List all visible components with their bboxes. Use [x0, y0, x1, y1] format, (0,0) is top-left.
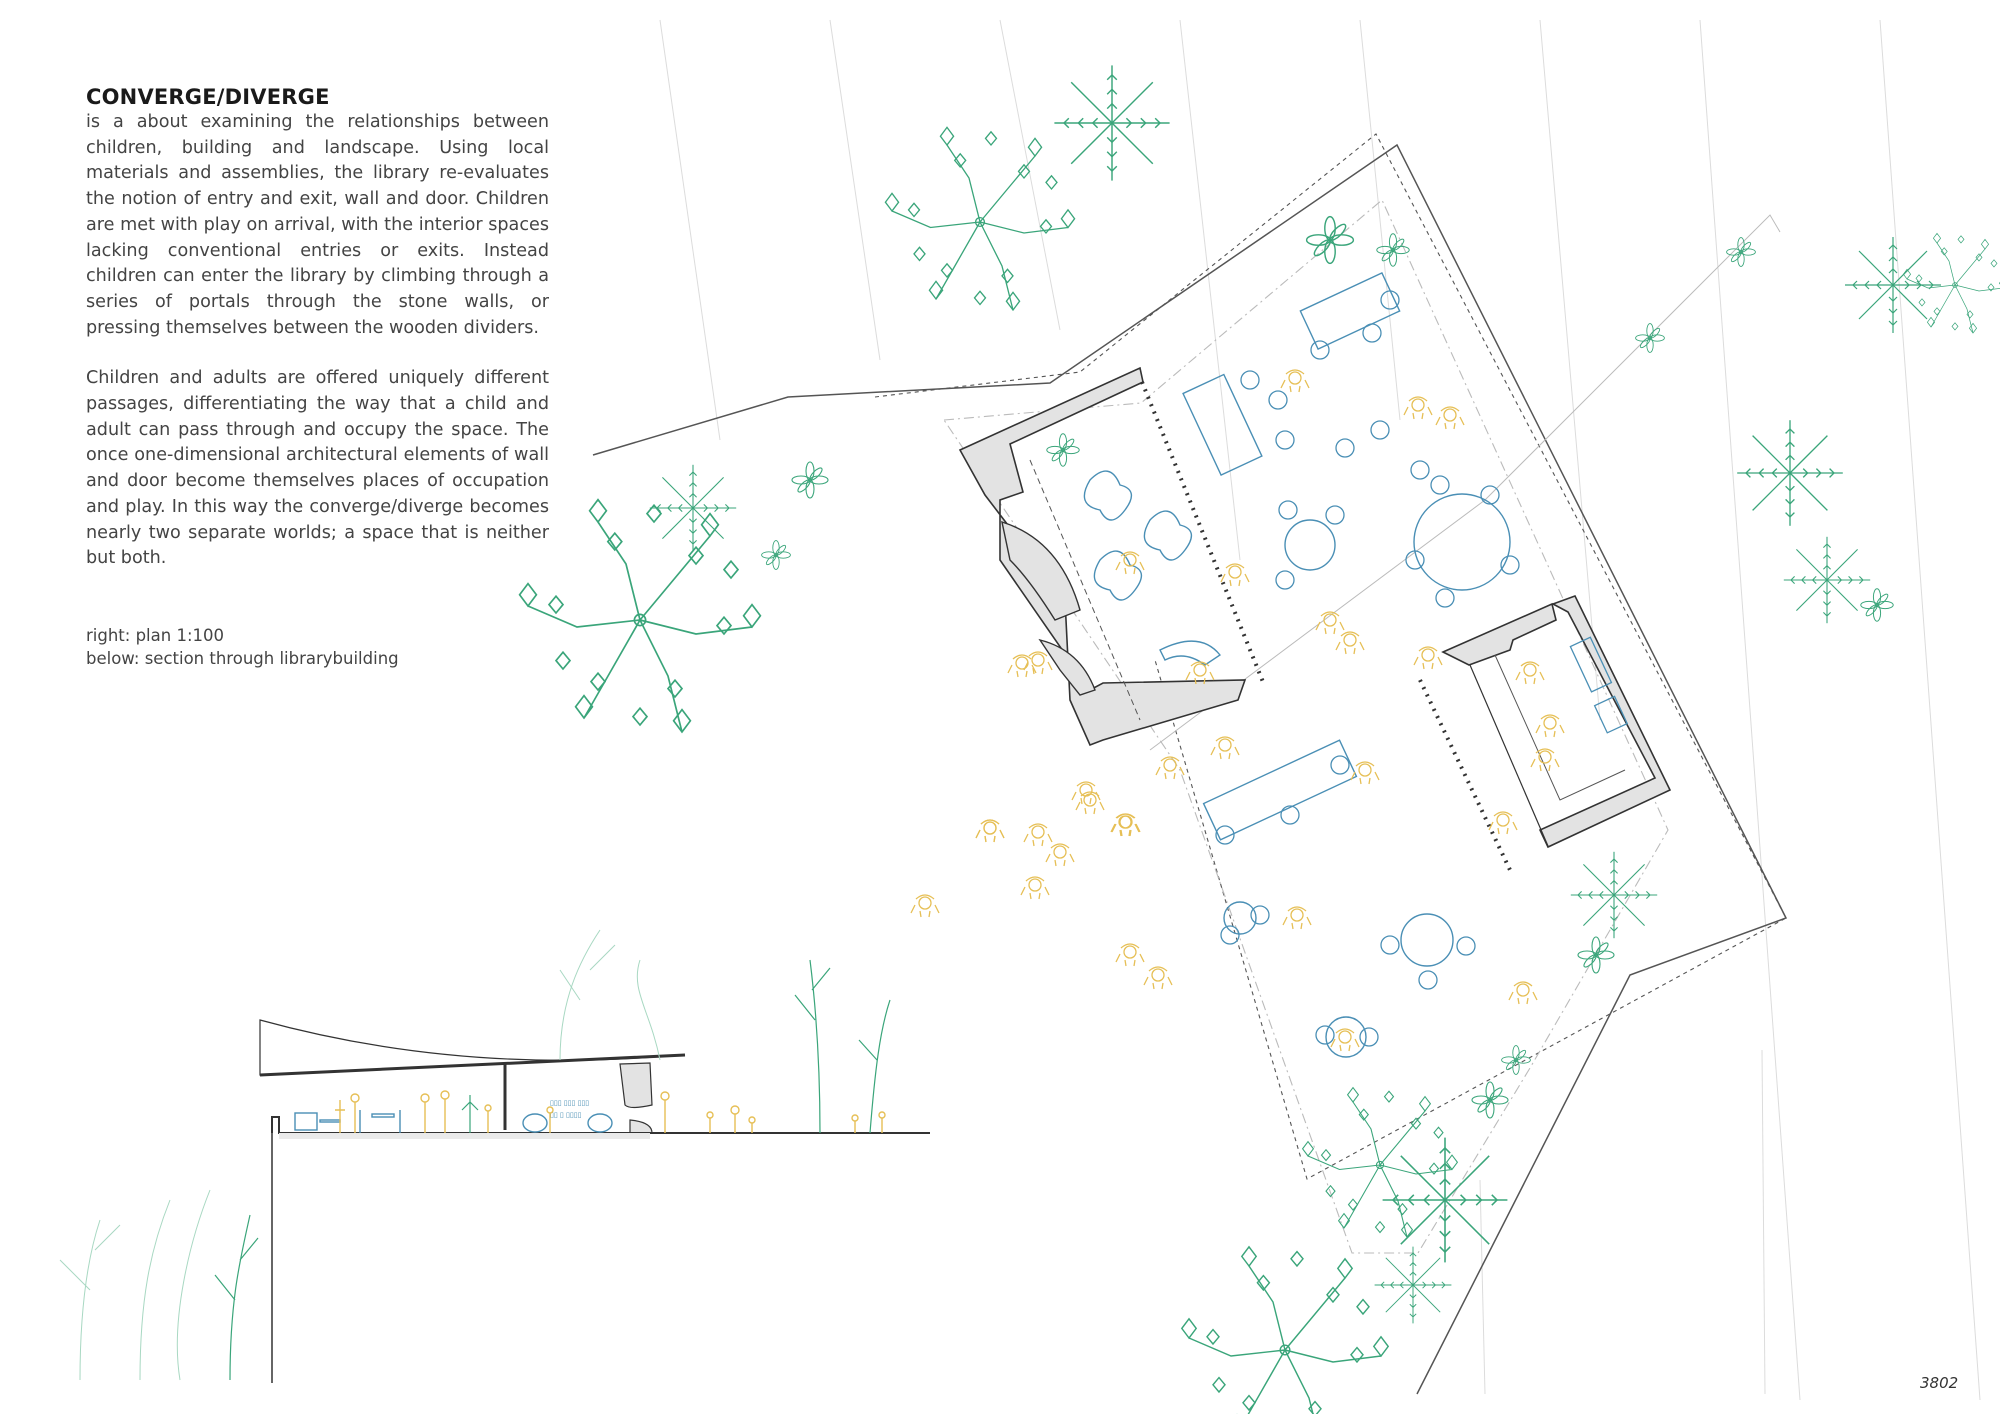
page-number: 3802: [1920, 1374, 1959, 1392]
background-lines: [660, 20, 1980, 1400]
description-paragraph-1: is a about examining the relationships between children, building and landscape. Using local materials and assemblies, the library re-evaluates the notion of entry and exit, wall and door. Children are met with play on arrival, with the interior spaces lacking conventional entries or exits. Instead children can enter the library by climbing through a series of portals through the stone walls, or pressing themselves between the wooden dividers.: [86, 112, 549, 338]
caption-section: below: section through librarybuilding: [86, 649, 399, 668]
plan-trees: [520, 65, 2000, 1414]
caption-plan: right: plan 1:100: [86, 626, 224, 645]
svg-text:▯▯▯ ▯▯▯ ▯▯▯: ▯▯▯ ▯▯▯ ▯▯▯: [550, 1099, 590, 1107]
page-title: CONVERGE/DIVERGE: [86, 85, 330, 109]
furniture: [1084, 273, 1510, 1057]
description-paragraph-2: Children and adults are offered uniquely different passages, differentiating the way that a child and adult can pass through and occupy the space. The once one-dimensional architectural elements of wall and door become themselves places of occupation and play. In this way the converge/diverge becomes nearly two separate worlds; a space that is neither but both.: [86, 368, 549, 569]
site-outline: [593, 134, 1786, 1394]
building-west: [960, 368, 1263, 745]
stools: [1216, 291, 1519, 1046]
svg-text:▯▯ ▯ ▯▯▯▯: ▯▯ ▯ ▯▯▯▯: [550, 1111, 582, 1119]
section-drawing: [60, 930, 930, 1383]
